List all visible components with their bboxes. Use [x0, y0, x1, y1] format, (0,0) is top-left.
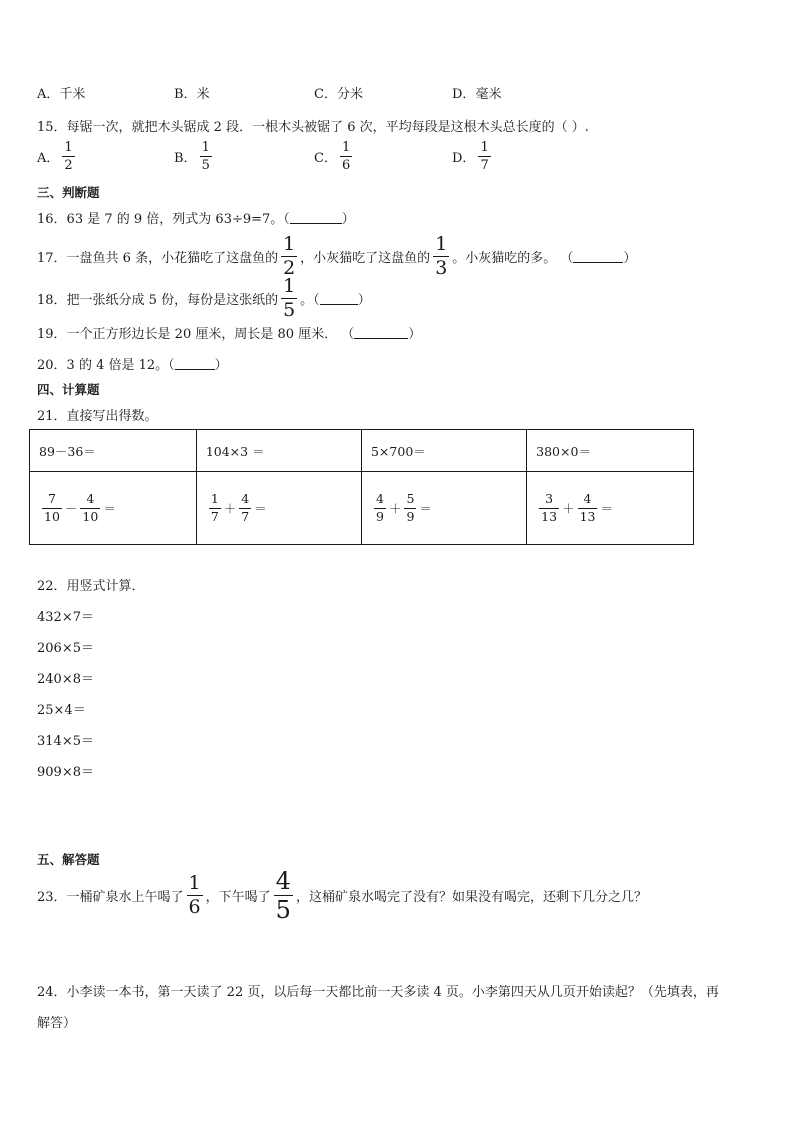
q17: 17．一盘鱼共 6 条，小花猫吃了这盘鱼的 $\frac{1}{2}$ ，小灰猫吃了这盘鱼的 $\frac{1}{3}$ 。小灰猫吃的多。 （ ） [37, 233, 637, 279]
fraction: $\frac{1}{6}$ [341, 140, 351, 173]
q21-calculation-table [29, 429, 694, 545]
q15-option-d: D． $\frac{1}{7}$ [452, 140, 489, 173]
q14-option-b: B． 米 [174, 87, 210, 102]
table-cell: 5×700＝ [361, 430, 526, 472]
answer-blank[interactable] [573, 250, 623, 263]
q14-options [37, 83, 501, 102]
fraction: $\frac{3}{13}$ [541, 491, 558, 524]
q22-item: 206×5＝ [37, 641, 94, 656]
q14-option-a: A． 千米 [37, 87, 86, 102]
q22-item: 909×8＝ [37, 765, 94, 780]
q22-item: 240×8＝ [37, 672, 94, 687]
q23: 23．一桶矿泉水上午喝了 $\frac{1}{6}$ ，下午喝了 $\frac{4}{5}$ ，这桶矿泉水喝完了没有？如果没有喝完，还剩下几分之几？ [37, 867, 647, 924]
table-cell: 89－36＝ [30, 430, 197, 472]
fraction: $\frac{1}{7}$ [210, 491, 219, 524]
q15-option-b: B． $\frac{1}{5}$ [174, 140, 210, 173]
q16: 16．63 是 7 的 9 倍，列式为 63÷9=7。（ ） [37, 212, 355, 227]
fraction: $\frac{4}{7}$ [241, 491, 250, 524]
fraction: $\frac{1}{7}$ [480, 140, 489, 173]
fraction: $\frac{1}{3}$ [435, 233, 448, 279]
q22-item: 432×7＝ [37, 610, 94, 625]
q21-stem: 21．直接写出得数。 [37, 409, 158, 424]
fraction: $\frac{4}{13}$ [579, 491, 596, 524]
fraction: $\frac{4}{9}$ [375, 491, 384, 524]
table-cell: 380×0＝ [527, 430, 694, 472]
q22-item: 25×4＝ [37, 703, 86, 718]
table-cell: $\frac{3}{13}$ ＋ $\frac{4}{13}$ ＝ [527, 472, 694, 545]
fraction: $\frac{5}{9}$ [406, 491, 415, 524]
answer-blank[interactable] [290, 211, 342, 224]
fraction: $\frac{4}{5}$ [275, 867, 291, 924]
table-cell: 104×3 ＝ [196, 430, 361, 472]
q14-option-c: C． 分米 [314, 87, 363, 102]
table-cell: $\frac{1}{7}$ ＋ $\frac{4}{7}$ ＝ [196, 472, 361, 545]
section-5-title: 五、解答题 [37, 852, 100, 867]
answer-blank[interactable] [354, 326, 408, 339]
table-cell: $\frac{7}{10}$ － $\frac{4}{10}$ ＝ [30, 472, 197, 545]
section-3-title: 三、判断题 [37, 185, 100, 200]
q19: 19．一个正方形边长是 20 厘米，周长是 80 厘米． （ ） [37, 327, 422, 342]
q15-options [37, 141, 494, 172]
table-row [30, 430, 694, 472]
q22-item: 314×5＝ [37, 734, 94, 749]
q15-option-a: A． $\frac{1}{2}$ [37, 140, 73, 173]
fraction: $\frac{4}{10}$ [82, 491, 99, 524]
fraction: $\frac{1}{2}$ [64, 140, 73, 173]
section-4-title: 四、计算题 [37, 382, 100, 397]
fraction: $\frac{7}{10}$ [44, 491, 60, 524]
q24-line-2: 解答） [37, 1016, 77, 1031]
fraction: $\frac{1}{5}$ [201, 140, 210, 173]
q15-option-c: C． $\frac{1}{6}$ [314, 140, 351, 173]
q18: 18．把一张纸分成 5 份，每份是这张纸的 $\frac{1}{5}$ 。（ ） [37, 275, 371, 321]
q24-line-1: 24．小李读一本书，第一天读了 22 页，以后每一天都比前一天多读 4 页。小李第四天从几页开始读起？（先填表，再 [37, 985, 719, 1000]
fraction: $\frac{1}{5}$ [283, 275, 296, 321]
q22-stem: 22．用竖式计算． [37, 579, 145, 594]
answer-blank[interactable] [175, 357, 215, 370]
answer-blank[interactable] [320, 292, 358, 305]
fraction: $\frac{1}{2}$ [283, 233, 296, 279]
q15-stem: 15．每锯一次，就把木头锯成 2 段．一根木头被锯了 6 次，平均每段是这根木头总长度的（ ）. [37, 120, 589, 135]
table-row [30, 472, 694, 545]
table-cell: $\frac{4}{9}$ ＋ $\frac{5}{9}$ ＝ [361, 472, 526, 545]
q14-option-d: D． 毫米 [452, 87, 502, 102]
q20: 20．3 的 4 倍是 12。（ ） [37, 358, 228, 373]
fraction: $\frac{1}{6}$ [188, 872, 201, 918]
